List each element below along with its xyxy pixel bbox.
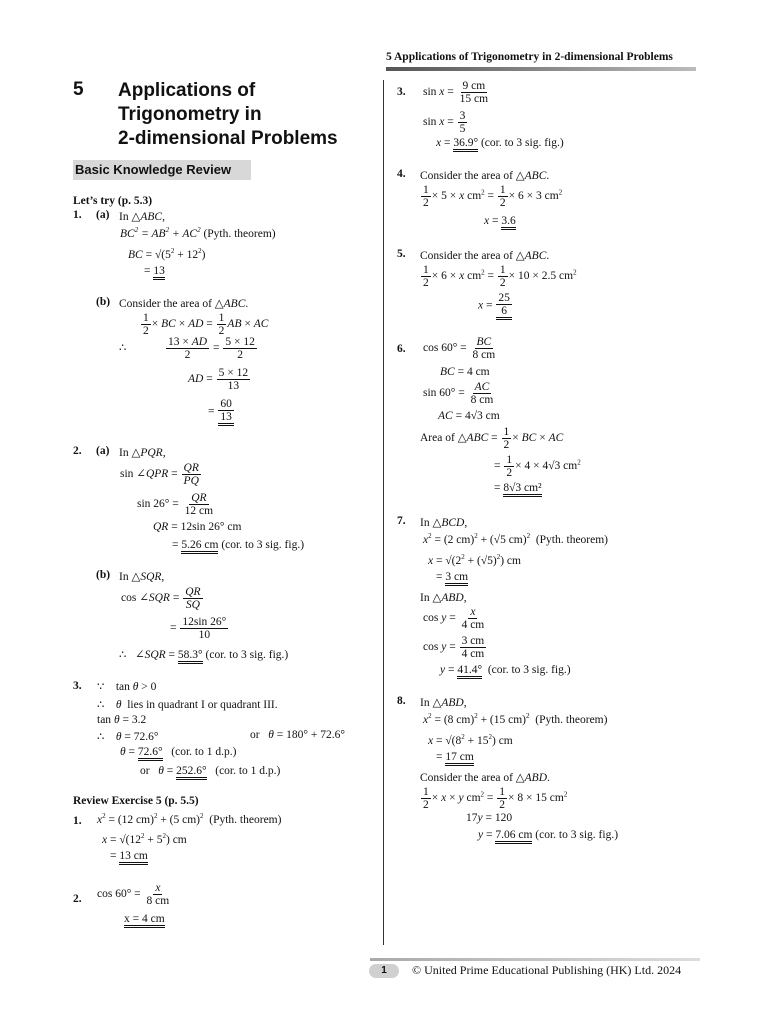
r6-eq1: cos 60° = $\frac{BC}{8 cm}$ <box>423 336 496 361</box>
q3-because: ∵ tan θ > 0 <box>97 681 157 693</box>
r8-answer2: y = 7.06 cm (cor. to 3 sig. fig.) <box>478 829 618 841</box>
q2b-eq1: cos ∠SQR = $\frac{QR}{SQ}$ <box>121 586 201 611</box>
r8-eq4: 17y = 120 <box>466 812 513 824</box>
r8-answer1: = 17 cm <box>436 751 474 763</box>
r4-number: 4. <box>397 168 406 180</box>
footer-rule <box>370 958 700 961</box>
r5-number: 5. <box>397 248 406 260</box>
r3-answer: x = 36.9° (cor. to 3 sig. fig.) <box>436 137 564 149</box>
q2b-label: (b) <box>96 569 111 581</box>
q3-quadrant: ∴ θ lies in quadrant I or quadrant III. <box>97 699 278 711</box>
r8-text2: Consider the area of △ABD. <box>420 772 550 784</box>
r1-answer: = 13 cm <box>110 850 148 862</box>
r8-number: 8. <box>397 695 406 707</box>
q1a-eq1: $BC^2 = AB^2 + AC^2$ (Pyth. theorem) <box>120 226 276 240</box>
r7-eq2: $x = √(2^2 + (√5)^2)$ cm <box>428 553 521 567</box>
chapter-number: 5 <box>73 79 84 100</box>
q1b-eq1: $\frac{1}{2}$ × BC × AD = $\frac{1}{2}$ AB × AC <box>143 312 269 337</box>
r5-answer: x = $\frac{25}{6}$ <box>478 292 513 320</box>
q2a-eq1: sin ∠QPR = $\frac{QR}{PQ}$ <box>120 462 199 487</box>
r5-text: Consider the area of △ABC. <box>420 250 550 262</box>
q2b-text: In △SQR, <box>119 571 165 583</box>
r7-answer1: = 3 cm <box>436 571 468 583</box>
r6-eq2: BC = 4 cm <box>440 366 490 378</box>
r6-eq4: AC = 4√3 cm <box>438 410 500 422</box>
q2a-eq2: sin 26° = $\frac{QR}{12 cm}$ <box>137 492 214 517</box>
q3-eq1: ∴ θ = 72.6° <box>97 731 159 743</box>
r4-eq1: $\frac{1}{2}$ × 5 × x $cm^2$ = $\frac{1}{2}$ × 6 × 3 $cm^2$ <box>423 184 563 209</box>
q1b-label: (b) <box>96 296 111 308</box>
header-rule <box>386 67 696 71</box>
r8-eq3: $\frac{1}{2}$ × x × y $cm^2$ = $\frac{1}{2}$ × 8 × 15 $cm^2$ <box>423 786 568 811</box>
r7-text2: In △ABD, <box>420 592 467 604</box>
r4-text: Consider the area of △ABC. <box>420 170 550 182</box>
q3-answer2: or θ = 252.6° (cor. to 1 d.p.) <box>140 765 280 777</box>
r7-text: In △BCD, <box>420 517 468 529</box>
r7-eq3: cos y = $\frac{x}{4 cm}$ <box>423 606 485 631</box>
r3-eq2: sin x = $\frac{3}{5}$ <box>423 110 466 135</box>
q2a-eq3: QR = 12sin 26° cm <box>153 521 242 533</box>
q1b-answer: = $\frac{60}{13}$ <box>208 398 235 426</box>
r3-eq1: sin x = $\frac{9 cm}{15 cm}$ <box>423 80 489 105</box>
r1-eq2: $x = √(12^2 + 5^2)$ cm <box>102 832 187 846</box>
q2-number: 2. <box>73 445 82 457</box>
lets-try-heading: Let’s try (p. 5.3) <box>73 195 153 207</box>
r6-eq5: Area of △ABC = $\frac{1}{2}$ × BC × AC <box>420 426 564 451</box>
r8-text: In △ABD, <box>420 697 467 709</box>
q1b-text: Consider the area of △ABC. <box>119 298 249 310</box>
q1a-eq2: BC = $√(5^2 + 12^2)$ <box>128 247 206 261</box>
q1b-eq3: AD = $\frac{5 \times 12}{13}$ <box>188 367 249 392</box>
r7-answer2: y = 41.4° (cor. to 3 sig. fig.) <box>440 664 571 676</box>
q2a-answer: = 5.26 cm (cor. to 3 sig. fig.) <box>172 539 304 551</box>
r6-eq3: sin 60° = $\frac{AC}{8 cm}$ <box>423 381 494 406</box>
r2-answer: x = 4 cm <box>124 913 165 925</box>
copyright: © United Prime Educational Publishing (HK) Ltd. 2024 <box>412 963 682 977</box>
q1a-answer: = 13 <box>144 265 165 277</box>
q1a-label: (a) <box>96 209 110 221</box>
q3-eq2: or θ = 180° + 72.6° <box>250 729 345 741</box>
chapter-title: Applications of Trigonometry in 2-dimensional Problems <box>118 80 338 149</box>
section-heading: Basic Knowledge Review <box>73 160 251 180</box>
r6-eq6: = $\frac{1}{2}$ × 4 × 4√3 $cm^2$ <box>494 454 581 479</box>
r8-eq1: $x^2 = (8$ cm)$^2$ + (15 cm)$^2$ (Pyth. theorem) <box>423 712 608 726</box>
r7-number: 7. <box>397 515 406 527</box>
r2-number: 2. <box>73 893 82 905</box>
q3-answer1: θ = 72.6° (cor. to 1 d.p.) <box>120 746 236 758</box>
r4-answer: x = 3.6 <box>484 215 516 227</box>
q3-number: 3. <box>73 680 82 692</box>
q2a-label: (a) <box>96 445 110 457</box>
running-header: 5 Applications of Trigonometry in 2-dimensional Problems <box>386 51 673 63</box>
q1a-text: In △ABC, <box>119 211 165 223</box>
r3-number: 3. <box>397 86 406 98</box>
column-divider <box>383 80 384 945</box>
q1b-eq2: $\frac{13 \times AD}{2}$ = $\frac{5 \times 12}{2}$ <box>168 336 255 361</box>
r1-eq1: $x^2 = (12$ cm)$^2$ + (5 cm)$^2$ (Pyth. theorem) <box>97 812 282 826</box>
r1-number: 1. <box>73 815 82 827</box>
q2b-answer: ∴ ∠SQR = 58.3° (cor. to 3 sig. fig.) <box>119 647 288 661</box>
r5-eq1: $\frac{1}{2}$ × 6 × x $cm^2$ = $\frac{1}{2}$ × 10 × 2.5 $cm^2$ <box>423 264 577 289</box>
q2a-text: In △PQR, <box>119 447 166 459</box>
r2-eq1: cos 60° = $\frac{x}{8 cm}$ <box>97 882 170 907</box>
r7-eq1: $x^2 = (2$ cm)$^2$ + (√5 cm)$^2$ (Pyth. theorem) <box>423 532 609 546</box>
page-number: 1 <box>369 964 399 978</box>
q1-number: 1. <box>73 209 82 221</box>
q3-tan: tan θ = 3.2 <box>97 714 147 726</box>
r7-eq4: cos y = $\frac{3 cm}{4 cm}$ <box>423 635 485 660</box>
r6-number: 6. <box>397 343 406 355</box>
q1b-therefore: ∴ <box>119 342 127 354</box>
review-heading: Review Exercise 5 (p. 5.5) <box>73 795 199 807</box>
r8-eq2: $x = √(8^2 + 15^2)$ cm <box>428 733 513 747</box>
q2b-eq2: = $\frac{12\sin 26^\circ}{10}$ <box>170 616 227 641</box>
r6-answer: = 8√3 cm² <box>494 482 542 494</box>
